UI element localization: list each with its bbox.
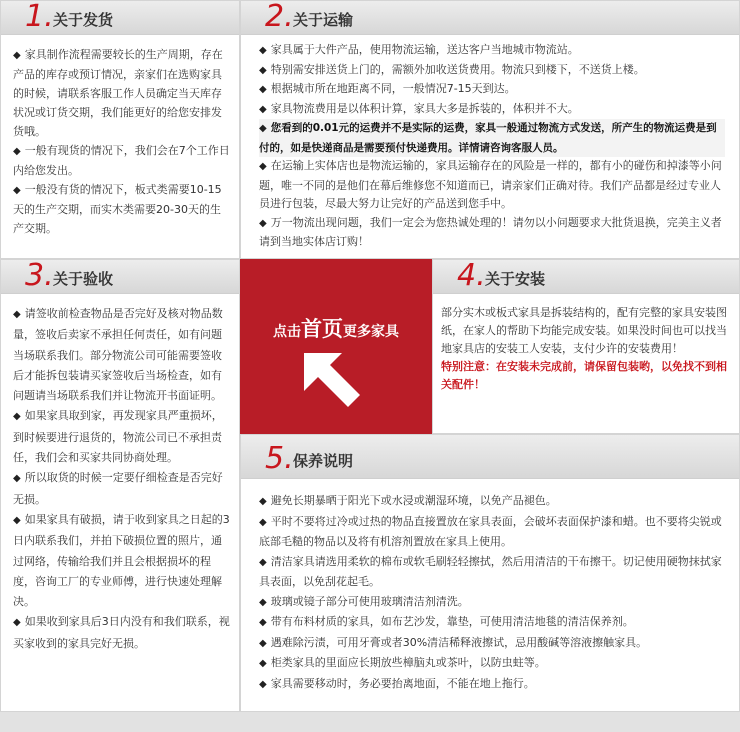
paragraph: ◆ 玻璃或镜子部分可使用玻璃清洁剂清洗。 <box>259 592 725 613</box>
paragraph: ◆ 如果家具取到家，再发现家具严重损坏，到时候要进行退货的，物流公司已不承担责任，我们会和买家共同协商处理。 <box>13 406 231 468</box>
section-number: 2. <box>265 0 294 34</box>
promo-highlight: 首页 <box>301 317 343 341</box>
installation-text: 部分实木或板式家具是拆装结构的，配有完整的家具安装图纸，在家人的帮助下均能完成安装。如果没时间也可以找当地家具店的安装工人安装，支付少许的安装费用！ <box>441 306 727 355</box>
section-body <box>13 304 231 654</box>
paragraph: ◆ 一般没有货的情况下，板式类需要10-15天的生产交期，而实木类需要20-30天的生产交期。 <box>13 180 231 238</box>
promo-suffix: 更多家具 <box>343 324 399 340</box>
panel-header <box>241 1 739 35</box>
section-title: 关于安装 <box>485 270 546 288</box>
paragraph: ◆ 家具属于大件产品，使用物流运输，送达客户当地城市物流站。 <box>259 41 725 61</box>
panel-inspection <box>0 259 240 712</box>
section-number: 5. <box>265 441 294 476</box>
freight-notice: ◆ 您看到的0.01元的运费并不是实际的运费，家具一般通过物流方式发送，所产生的物流运费是到付的，如是快递商品是需要预付快递费用。详情请咨询客服人员。 <box>259 119 725 157</box>
panel-header <box>1 260 239 294</box>
section-title: 关于验收 <box>53 270 114 288</box>
panel-header <box>1 1 239 35</box>
paragraph: ◆ 所以取货的时候一定要仔细检查是否完好无损。 <box>13 468 231 510</box>
panel-shipping <box>0 0 240 259</box>
section-body <box>13 45 231 238</box>
paragraph: ◆ 家具需要移动时，务必要抬离地面，不能在地上拖行。 <box>259 674 725 695</box>
homepage-promo-link[interactable] <box>240 259 432 434</box>
section-body <box>259 41 725 252</box>
paragraph: ◆ 柜类家具的里面应长期放些樟脑丸或茶叶，以防虫蛀等。 <box>259 653 725 674</box>
panel-transport <box>240 0 740 259</box>
paragraph: ◆ 平时不要将过冷或过热的物品直接置放在家具表面，会破坏表面保护漆和蜡。也不要将尖锐或底部毛糙的物品以及将有机溶剂置放在家具上使用。 <box>259 512 725 552</box>
paragraph: ◆ 请签收前检查物品是否完好及核对物品数量，签收后卖家不承担任何责任，如有问题当场联系我们。部分物流公司可能需要签收后才能拆包装请买家签收后当场检查，如有问题请当场联系我们并让物流开书面证明。 <box>13 304 231 406</box>
panel-header <box>241 435 739 479</box>
section-number: 1. <box>25 0 54 34</box>
paragraph: ◆ 一般有现货的情况下，我们会在7个工作日内给您发出。 <box>13 141 231 180</box>
section-title: 关于发货 <box>53 11 114 29</box>
paragraph: ◆ 如果家具有破损，请于收到家具之日起的3日内联系我们，并拍下破损位置的照片，通过网络，传输给我们并且会根据损坏的程度，咨询工厂的专业师傅，进行快速处理解决。 <box>13 510 231 612</box>
section-body <box>259 491 725 694</box>
panel-maintenance <box>240 434 740 712</box>
paragraph: ◆ 避免长期暴晒于阳光下或水浸或潮湿环境，以免产品褪色。 <box>259 491 725 512</box>
paragraph: ◆ 家具物流费用是以体积计算，家具大多是拆装的，体积并不大。 <box>259 100 725 120</box>
installation-note: 特别注意：在安装未完成前，请保留包装哟，以免找不到相关配件！ <box>441 360 727 391</box>
paragraph: ◆ 带有布料材质的家具，如布艺沙发，靠垫，可使用清洁地毯的清洁保养剂。 <box>259 612 725 633</box>
paragraph: ◆ 清洁家具请选用柔软的棉布或软毛刷轻轻擦拭，然后用清洁的干布擦干。切记使用硬物抹拭家具表面，以免刮花起毛。 <box>259 552 725 592</box>
paragraph: ◆ 在运输上实体店也是物流运输的，家具运输存在的风险是一样的，都有小的碰伤和掉漆等小问题，唯一不同的是他们在幕后维修您不知道而已，请亲家们正确对待。我们产品都是经过专业人员进行包装，尽最大努力让完好的产品送到您手中。 <box>259 157 725 214</box>
paragraph: ◆ 特别需安排送货上门的，需额外加收送货费用。物流只到楼下，不送货上楼。 <box>259 61 725 81</box>
panel-installation <box>432 259 740 434</box>
panel-header <box>433 260 739 294</box>
paragraph: ◆ 家具制作流程需要较长的生产周期，存在产品的库存或预订情况，亲家们在选购家具的时候，请联系客服工作人员确定当天库存状况或订货交期，我们能更好的给您安排发货哦。 <box>13 45 231 141</box>
promo-text <box>240 313 432 343</box>
section-number: 4. <box>457 258 486 293</box>
promo-prefix: 点击 <box>273 324 301 340</box>
footer-strip <box>0 712 740 732</box>
section-title: 关于运输 <box>293 11 354 29</box>
section-title: 保养说明 <box>293 452 354 470</box>
arrow-up-left-icon <box>302 351 364 409</box>
section-number: 3. <box>25 258 54 293</box>
paragraph: ◆ 如果收到家具后3日内没有和我们联系，视买家收到的家具完好无损。 <box>13 612 231 654</box>
paragraph: ◆ 遇难除污渍，可用牙膏或者30%清洁稀释液擦试，忌用酸碱等溶液擦触家具。 <box>259 633 725 654</box>
paragraph: ◆ 根据城市所在地距离不同，一般情况7-15天到达。 <box>259 80 725 100</box>
paragraph: ◆ 万一物流出现问题，我们一定会为您热诚处理的！请勿以小问题要求大批货退换，完美主义者请到当地实体店订购！ <box>259 214 725 252</box>
section-body <box>441 304 731 394</box>
